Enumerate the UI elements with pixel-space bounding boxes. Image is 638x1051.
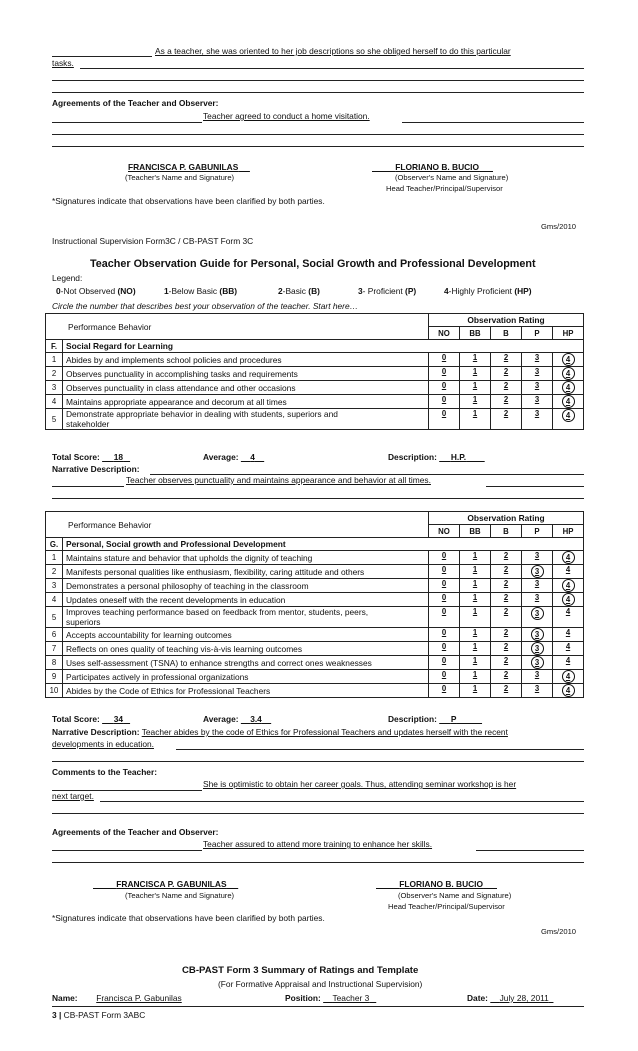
rating-cell[interactable]	[429, 395, 460, 409]
rating-cell[interactable]	[429, 670, 460, 684]
rating-cell[interactable]	[460, 381, 491, 395]
rating-option[interactable]: 4	[565, 656, 571, 665]
circled-rating[interactable]: 4	[562, 551, 575, 564]
blank-line	[100, 801, 584, 802]
header-behavior: Performance Behavior	[46, 512, 429, 538]
row-number: 5	[46, 607, 63, 628]
col-no: NO	[429, 327, 460, 340]
rating-cell[interactable]	[460, 684, 491, 698]
rating-cell[interactable]	[553, 367, 584, 381]
rating-option[interactable]: 2	[503, 395, 509, 404]
rating-cell[interactable]	[553, 670, 584, 684]
rating-cell[interactable]	[429, 593, 460, 607]
rating-option[interactable]: 0	[441, 628, 447, 637]
row-number: 3	[46, 579, 63, 593]
rating-cell[interactable]	[460, 395, 491, 409]
observation-table-g	[45, 511, 584, 698]
row-number: 4	[46, 593, 63, 607]
rating-option[interactable]: 0	[441, 607, 447, 616]
rating-cell[interactable]	[429, 628, 460, 642]
row-number: 10	[46, 684, 63, 698]
blank-line	[486, 486, 584, 487]
rating-cell[interactable]	[429, 607, 460, 628]
summary-position: Position: Teacher 3	[285, 993, 370, 1003]
row-number: 1	[46, 353, 63, 367]
rating-cell[interactable]	[429, 579, 460, 593]
rating-option[interactable]: 2	[503, 656, 509, 665]
circled-rating[interactable]: 3	[531, 565, 544, 578]
table-row	[46, 628, 584, 642]
circled-rating[interactable]: 4	[562, 579, 575, 592]
rating-option[interactable]: 1	[472, 409, 478, 418]
rating-cell[interactable]	[460, 367, 491, 381]
observer-title-2: Head Teacher/Principal/Supervisor	[388, 902, 505, 911]
legend-item-2: 2-Basic (B)	[278, 286, 320, 296]
teacher-caption-2: (Teacher's Name and Signature)	[125, 891, 235, 900]
rating-cell[interactable]	[553, 381, 584, 395]
row-behavior	[63, 353, 429, 367]
rating-option[interactable]: 1	[472, 593, 478, 602]
rating-option[interactable]: 1	[472, 579, 478, 588]
rating-cell[interactable]	[522, 395, 553, 409]
comments-text-2: next target.	[52, 791, 94, 801]
observation-table-f	[45, 313, 584, 430]
total-score-g: Total Score: 34	[52, 714, 124, 724]
section-letter: F.	[46, 340, 63, 353]
row-number: 5	[46, 409, 63, 430]
rating-cell[interactable]	[491, 628, 522, 642]
rating-cell[interactable]	[553, 607, 584, 628]
table-row	[46, 607, 584, 628]
rating-option[interactable]: 4	[565, 607, 571, 616]
rating-option[interactable]: 3	[534, 579, 540, 588]
tasks-text: tasks.	[52, 58, 74, 68]
rating-cell[interactable]	[522, 607, 553, 628]
rating-cell[interactable]	[460, 593, 491, 607]
col-b: B	[491, 525, 522, 538]
rating-option[interactable]: 3	[534, 551, 540, 560]
footer: 3 | CB-PAST Form 3ABC	[52, 1010, 146, 1020]
rating-option[interactable]: 1	[472, 670, 478, 679]
rating-cell[interactable]	[429, 367, 460, 381]
blank-line	[176, 749, 584, 750]
row-behavior	[63, 409, 429, 430]
rating-cell[interactable]	[429, 353, 460, 367]
rating-option[interactable]: 0	[441, 579, 447, 588]
section-title: Social Regard for Learning	[63, 340, 584, 353]
circled-rating[interactable]: 4	[562, 395, 575, 408]
rating-option[interactable]: 2	[503, 565, 509, 574]
rating-cell[interactable]	[491, 551, 522, 565]
rating-cell[interactable]	[429, 381, 460, 395]
behavior-text: Demonstrates a personal philosophy of teaching in the classroom	[66, 580, 309, 591]
rating-option[interactable]: 0	[441, 670, 447, 679]
average-g: Average: 3.4	[203, 714, 262, 724]
rating-option[interactable]: 0	[441, 353, 447, 362]
blank-line	[52, 862, 584, 863]
agreements-label-2: Agreements of the Teacher and Observer:	[52, 827, 219, 837]
rating-cell[interactable]	[553, 642, 584, 656]
blank-line	[476, 850, 584, 851]
rating-cell[interactable]	[553, 395, 584, 409]
rating-cell[interactable]	[522, 565, 553, 579]
legend-item-3: 3- Proficient (P)	[358, 286, 417, 296]
behavior-text: Uses self-assessment (TSNA) to enhance strengths and correct ones weaknesses	[66, 657, 372, 668]
narrative-g-2: developments in education.	[52, 739, 154, 749]
blank-line	[52, 92, 584, 93]
rating-cell[interactable]	[522, 684, 553, 698]
behavior-text: Abides by the Code of Ethics for Professional Teachers	[66, 685, 271, 696]
rating-option[interactable]: 3	[534, 670, 540, 679]
observer-caption-2: (Observer's Name and Signature)	[398, 891, 512, 900]
rating-cell[interactable]	[429, 565, 460, 579]
row-behavior	[63, 395, 429, 409]
circled-rating[interactable]: 4	[562, 670, 575, 683]
rating-option[interactable]: 1	[472, 642, 478, 651]
behavior-text: Manifests personal qualities like enthusiasm, flexibility, caring attitude and others	[66, 566, 365, 577]
rating-cell[interactable]	[491, 395, 522, 409]
row-behavior	[63, 628, 429, 642]
rating-cell[interactable]	[553, 593, 584, 607]
col-b: B	[491, 327, 522, 340]
legend-item-0: 0-Not Observed (NO)	[56, 286, 136, 296]
row-behavior	[63, 579, 429, 593]
rating-option[interactable]: 4	[565, 642, 571, 651]
rating-cell[interactable]	[460, 642, 491, 656]
circled-rating[interactable]: 4	[562, 684, 575, 697]
circled-rating[interactable]: 4	[562, 367, 575, 380]
section-letter: G.	[46, 538, 63, 551]
rating-option[interactable]: 1	[472, 381, 478, 390]
form-code: Gms/2010	[541, 222, 577, 231]
header-rating: Observation Rating	[429, 512, 584, 525]
table-row	[46, 409, 584, 430]
col-bb: BB	[460, 525, 491, 538]
table-row	[46, 353, 584, 367]
form-label: Instructional Supervision Form3C / CB-PAST Form 3C	[52, 236, 254, 246]
rating-option[interactable]: 0	[441, 656, 447, 665]
row-number: 2	[46, 565, 63, 579]
blank-line	[52, 761, 584, 762]
rating-option[interactable]: 0	[441, 381, 447, 390]
comments-label: Comments to the Teacher:	[52, 767, 158, 777]
rating-option[interactable]: 0	[441, 367, 447, 376]
rating-option[interactable]: 3	[534, 684, 540, 693]
rating-option[interactable]: 2	[503, 628, 509, 637]
legend-item-4: 4-Highly Proficient (HP)	[444, 286, 532, 296]
row-number: 3	[46, 381, 63, 395]
row-behavior	[63, 367, 429, 381]
rating-option[interactable]: 4	[565, 565, 571, 574]
rating-cell[interactable]	[491, 409, 522, 430]
behavior-text: Maintains stature and behavior that upholds the dignity of teaching	[66, 552, 313, 563]
rating-option[interactable]: 0	[441, 565, 447, 574]
circled-rating[interactable]: 3	[531, 628, 544, 641]
average-f: Average: 4	[203, 452, 255, 462]
observer-name-2: FLORIANO B. BUCIO	[399, 879, 484, 889]
oriented-text: As a teacher, she was oriented to her job descriptions so she obliged herself to do this particular	[155, 46, 511, 56]
description-g: Description: P	[388, 714, 457, 724]
rating-option[interactable]: 1	[472, 656, 478, 665]
rating-option[interactable]: 2	[503, 607, 509, 616]
rating-cell[interactable]	[491, 656, 522, 670]
agreements-text: Teacher agreed to conduct a home visitation.	[203, 111, 370, 121]
rating-option[interactable]: 4	[565, 628, 571, 637]
rating-cell[interactable]	[553, 579, 584, 593]
rating-cell[interactable]	[522, 367, 553, 381]
section-title: Personal, Social growth and Professional Development	[63, 538, 584, 551]
rating-cell[interactable]	[491, 579, 522, 593]
rating-cell[interactable]	[553, 684, 584, 698]
rating-cell[interactable]	[553, 628, 584, 642]
summary-title: CB-PAST Form 3 Summary of Ratings and Template	[182, 965, 419, 976]
summary-subtitle: (For Formative Appraisal and Instructional Supervision)	[218, 979, 423, 989]
behavior-text-continued: stakeholder	[66, 419, 110, 429]
rating-cell[interactable]	[553, 656, 584, 670]
rating-cell[interactable]	[460, 579, 491, 593]
rating-cell[interactable]	[491, 381, 522, 395]
rating-option[interactable]: 3	[534, 381, 540, 390]
row-number: 7	[46, 642, 63, 656]
behavior-text: Demonstrate appropriate behavior in dealing with students, superiors and	[66, 409, 338, 419]
rating-cell[interactable]	[491, 607, 522, 628]
col-hp: HP	[553, 525, 584, 538]
rating-option[interactable]: 2	[503, 670, 509, 679]
rating-option[interactable]: 1	[472, 395, 478, 404]
rating-option[interactable]: 2	[503, 551, 509, 560]
row-number: 2	[46, 367, 63, 381]
rating-cell[interactable]	[429, 551, 460, 565]
rating-cell[interactable]	[491, 353, 522, 367]
col-no: NO	[429, 525, 460, 538]
circled-rating[interactable]: 3	[531, 607, 544, 620]
table-row	[46, 367, 584, 381]
rating-option[interactable]: 1	[472, 628, 478, 637]
rating-cell[interactable]	[522, 579, 553, 593]
behavior-text: Observes punctuality in accomplishing tasks and requirements	[66, 368, 298, 379]
blank-line	[52, 134, 584, 135]
row-number: 8	[46, 656, 63, 670]
rating-cell[interactable]	[522, 551, 553, 565]
total-score-f: Total Score: 18	[52, 452, 124, 462]
blank-line	[52, 813, 584, 814]
row-behavior	[63, 642, 429, 656]
narrative-label-f: Narrative Description:	[52, 464, 140, 474]
footer-rule	[52, 1006, 584, 1007]
rating-option[interactable]: 1	[472, 684, 478, 693]
rating-cell[interactable]	[522, 593, 553, 607]
rating-option[interactable]: 0	[441, 395, 447, 404]
rating-option[interactable]: 3	[534, 593, 540, 602]
blank-line	[52, 80, 584, 81]
rating-option[interactable]: 2	[503, 381, 509, 390]
rating-cell[interactable]	[553, 353, 584, 367]
rating-cell[interactable]	[460, 551, 491, 565]
row-number: 6	[46, 628, 63, 642]
rating-option[interactable]: 0	[441, 551, 447, 560]
circled-rating[interactable]: 3	[531, 642, 544, 655]
legend-label: Legend:	[52, 273, 83, 283]
row-behavior	[63, 593, 429, 607]
blank-line	[402, 122, 584, 123]
rating-option[interactable]: 0	[441, 684, 447, 693]
rating-option[interactable]: 0	[441, 593, 447, 602]
rating-option[interactable]: 2	[503, 642, 509, 651]
rating-option[interactable]: 1	[472, 551, 478, 560]
rating-cell[interactable]	[522, 670, 553, 684]
rating-cell[interactable]	[491, 565, 522, 579]
narrative-f: Teacher observes punctuality and maintains appearance and behavior at all times.	[126, 475, 431, 485]
row-behavior	[63, 565, 429, 579]
blank-line	[52, 850, 202, 851]
behavior-text: Reflects on ones quality of teaching vis-à-vis learning outcomes	[66, 643, 303, 654]
rating-option[interactable]: 2	[503, 367, 509, 376]
behavior-text-continued: superiors	[66, 617, 101, 627]
rating-option[interactable]: 1	[472, 353, 478, 362]
rating-option[interactable]: 2	[503, 579, 509, 588]
row-behavior	[63, 684, 429, 698]
row-number: 9	[46, 670, 63, 684]
rating-cell[interactable]	[553, 565, 584, 579]
signature-note-2: *Signatures indicate that observations have been clarified by both parties.	[52, 913, 325, 923]
summary-date: Date: July 28, 2011	[467, 993, 549, 1003]
blank-line	[52, 122, 202, 123]
table-row	[46, 395, 584, 409]
table-row	[46, 656, 584, 670]
rating-cell[interactable]	[491, 593, 522, 607]
signature-note: *Signatures indicate that observations have been clarified by both parties.	[52, 196, 325, 206]
rating-cell[interactable]	[491, 367, 522, 381]
circled-rating[interactable]: 4	[562, 593, 575, 606]
header-behavior: Performance Behavior	[46, 314, 429, 340]
summary-name: Name: Francisca P. Gabunilas	[52, 993, 182, 1003]
table-row	[46, 642, 584, 656]
behavior-text: Maintains appropriate appearance and decorum at all times	[66, 396, 287, 407]
rating-cell[interactable]	[460, 409, 491, 430]
rating-option[interactable]: 1	[472, 607, 478, 616]
comments-text: She is optimistic to obtain her career goals. Thus, attending seminar workshop is her	[203, 779, 517, 789]
rating-option[interactable]: 2	[503, 684, 509, 693]
blank-line	[80, 68, 584, 69]
rating-cell[interactable]	[491, 670, 522, 684]
table-row	[46, 579, 584, 593]
rating-cell[interactable]	[460, 607, 491, 628]
rating-cell[interactable]	[491, 684, 522, 698]
behavior-text: Improves teaching performance based on feedback from mentor, students, peers,	[66, 607, 369, 617]
observer-title: Head Teacher/Principal/Supervisor	[386, 184, 503, 193]
rating-cell[interactable]	[522, 409, 553, 430]
circled-rating[interactable]: 3	[531, 656, 544, 669]
rating-cell[interactable]	[460, 656, 491, 670]
rating-option[interactable]: 2	[503, 353, 509, 362]
rating-cell[interactable]	[460, 353, 491, 367]
row-number: 4	[46, 395, 63, 409]
rating-cell[interactable]	[460, 565, 491, 579]
rating-cell[interactable]	[460, 628, 491, 642]
behavior-text: Abides by and implements school policies and procedures	[66, 354, 282, 365]
rating-cell[interactable]	[429, 642, 460, 656]
blank-line	[52, 146, 584, 147]
rating-cell[interactable]	[460, 670, 491, 684]
rating-cell[interactable]	[491, 642, 522, 656]
observer-name: FLORIANO B. BUCIO	[395, 162, 480, 172]
circled-rating[interactable]: 4	[562, 381, 575, 394]
table-row	[46, 670, 584, 684]
table-row	[46, 565, 584, 579]
rating-cell[interactable]	[522, 656, 553, 670]
rating-option[interactable]: 3	[534, 367, 540, 376]
narrative-g: Narrative Description: Teacher abides by the code of Ethics for Professional Teachers and updates herself with the recent	[52, 727, 508, 737]
rating-cell[interactable]	[522, 642, 553, 656]
row-behavior	[63, 656, 429, 670]
rating-option[interactable]: 3	[534, 353, 540, 362]
rating-cell[interactable]	[522, 353, 553, 367]
behavior-text: Participates actively in professional organizations	[66, 671, 249, 682]
form-code-2: Gms/2010	[541, 927, 577, 936]
row-behavior	[63, 381, 429, 395]
col-p: P	[522, 327, 553, 340]
col-bb: BB	[460, 327, 491, 340]
rating-option[interactable]: 0	[441, 409, 447, 418]
rating-option[interactable]: 2	[503, 593, 509, 602]
rating-cell[interactable]	[429, 409, 460, 430]
blank-line	[52, 56, 152, 57]
rating-cell[interactable]	[429, 656, 460, 670]
teacher-caption: (Teacher's Name and Signature)	[125, 173, 235, 182]
col-hp: HP	[553, 327, 584, 340]
rating-cell[interactable]	[553, 409, 584, 430]
rating-option[interactable]: 1	[472, 565, 478, 574]
rating-option[interactable]: 0	[441, 642, 447, 651]
row-behavior	[63, 607, 429, 628]
observer-caption: (Observer's Name and Signature)	[395, 173, 509, 182]
rating-cell[interactable]	[553, 551, 584, 565]
behavior-text: Accepts accountability for learning outcomes	[66, 629, 232, 640]
row-behavior	[63, 551, 429, 565]
rating-option[interactable]: 3	[534, 395, 540, 404]
behavior-text: Updates oneself with the recent developments in education	[66, 594, 286, 605]
blank-line	[52, 486, 124, 487]
rating-cell[interactable]	[522, 628, 553, 642]
teacher-name-2: FRANCISCA P. GABUNILAS	[116, 879, 227, 889]
table-row	[46, 551, 584, 565]
rating-option[interactable]: 3	[534, 409, 540, 418]
circled-rating[interactable]: 4	[562, 353, 575, 366]
rating-cell[interactable]	[522, 381, 553, 395]
table-row	[46, 593, 584, 607]
rating-cell[interactable]	[429, 684, 460, 698]
table-row	[46, 381, 584, 395]
table-row	[46, 684, 584, 698]
row-behavior	[63, 670, 429, 684]
legend-instruction: Circle the number that describes best your observation of the teacher. Start here…	[52, 301, 358, 311]
row-number: 1	[46, 551, 63, 565]
agreements-text-2: Teacher assured to attend more training to enhance her skills.	[203, 839, 433, 849]
col-p: P	[522, 525, 553, 538]
rating-option[interactable]: 1	[472, 367, 478, 376]
behavior-text: Observes punctuality in class attendance and other occasions	[66, 382, 296, 393]
legend-item-1: 1-Below Basic (BB)	[164, 286, 238, 296]
rating-option[interactable]: 2	[503, 409, 509, 418]
blank-line	[52, 498, 584, 499]
circled-rating[interactable]: 4	[562, 409, 575, 422]
description-f: Description: H.P.	[388, 452, 467, 462]
guide-title: Teacher Observation Guide for Personal, Social Growth and Professional Development	[90, 258, 536, 270]
teacher-name: FRANCISCA P. GABUNILAS	[128, 162, 239, 172]
header-rating: Observation Rating	[429, 314, 584, 327]
agreements-label: Agreements of the Teacher and Observer:	[52, 98, 219, 108]
